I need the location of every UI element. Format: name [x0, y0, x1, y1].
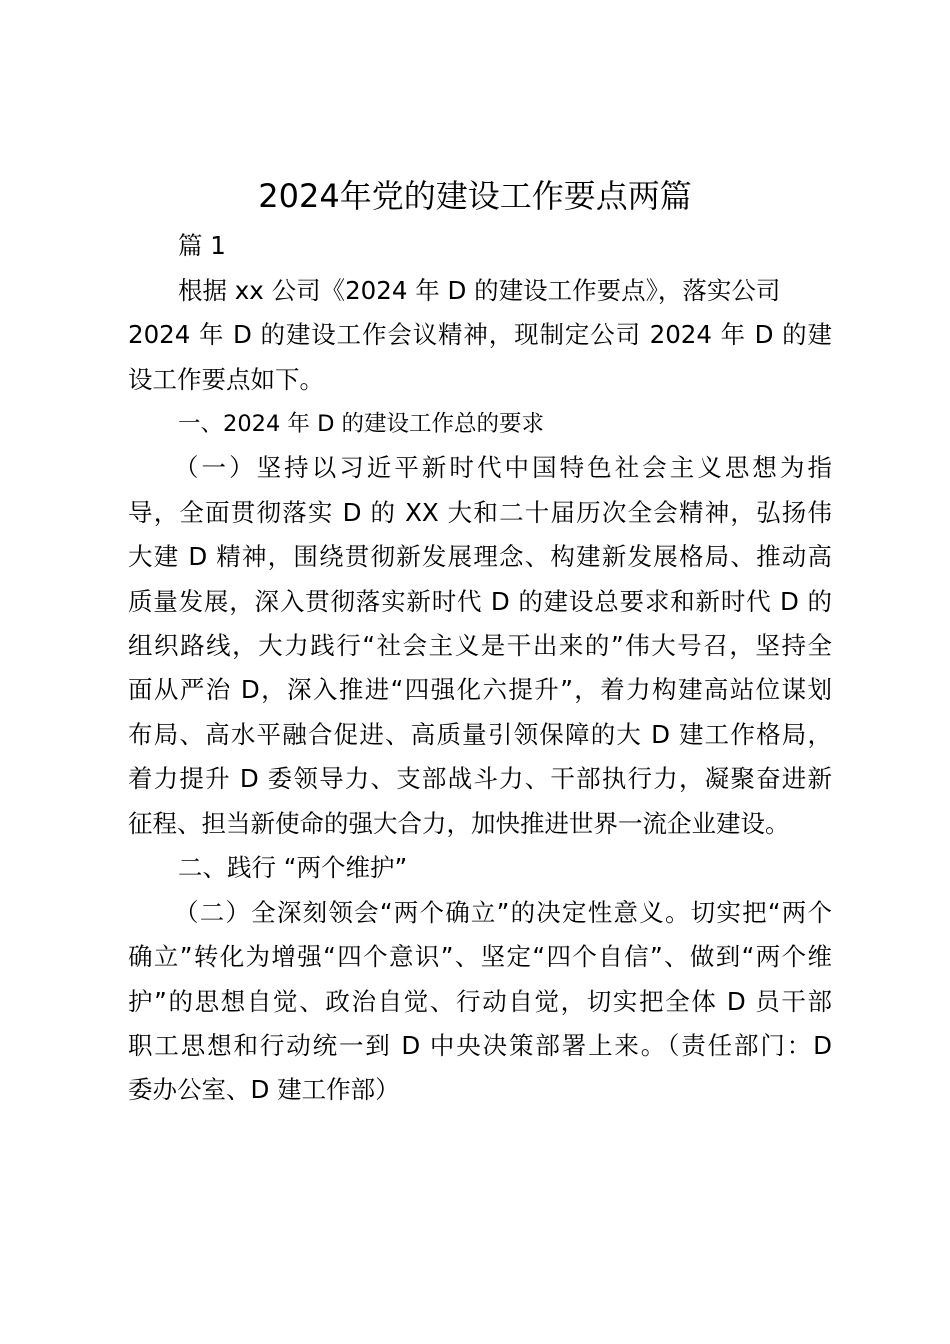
- paragraph-line: 布局、高水平融合促进、高质量引领保障的大 D 建工作格局，: [128, 720, 832, 749]
- paragraph-line: 大建 D 精神，围绕贯彻新发展理念、构建新发展格局、推动高: [128, 542, 832, 571]
- paragraph-line: 委办公室、D 建工作部）: [128, 1075, 400, 1104]
- section-heading: 二、践行 “两个维护”: [178, 853, 408, 882]
- paragraph-line: 职工思想和行动统一到 D 中央决策部署上来。（责任部门：D: [128, 1031, 832, 1060]
- paragraph-line: 护”的思想自觉、政治自觉、行动自觉，切实把全体 D 员干部: [128, 987, 832, 1016]
- paragraph-line: 组织路线，大力践行“社会主义是干出来的”伟大号召，坚持全: [128, 631, 832, 660]
- paragraph-line: 设工作要点如下。: [128, 365, 324, 394]
- paragraph-line: 着力提升 D 委领导力、支部战斗力、干部执行力，凝聚奋进新: [128, 764, 832, 793]
- paragraph-line: 根据 xx 公司《2024 年 D 的建设工作要点》，落实公司: [178, 276, 781, 305]
- paragraph-line: 确立”转化为增强“四个意识”、坚定“四个自信”、做到“两个维: [128, 942, 832, 971]
- paragraph-line: 面从严治 D，深入推进“四强化六提升”，着力构建高站位谋划: [128, 675, 832, 704]
- part-label: 篇 1: [178, 231, 226, 260]
- paragraph-line: 征程、担当新使命的强大合力，加快推进世界一流企业建设。: [128, 809, 790, 838]
- paragraph-line: （一）坚持以习近平新时代中国特色社会主义思想为指: [174, 453, 832, 482]
- paragraph-line: 质量发展，深入贯彻落实新时代 D 的建设总要求和新时代 D 的: [128, 587, 832, 616]
- paragraph-line: 导，全面贯彻落实 D 的 XX 大和二十届历次全会精神，弘扬伟: [128, 498, 832, 527]
- paragraph-line: 2024 年 D 的建设工作会议精神，现制定公司 2024 年 D 的建: [128, 320, 832, 349]
- document-title: 2024年党的建设工作要点两篇: [258, 177, 692, 215]
- paragraph-line: （二）全深刻领会“两个确立”的决定性意义。切实把“两个: [174, 898, 832, 927]
- section-heading: 一、2024 年 D 的建设工作总的要求: [178, 411, 545, 437]
